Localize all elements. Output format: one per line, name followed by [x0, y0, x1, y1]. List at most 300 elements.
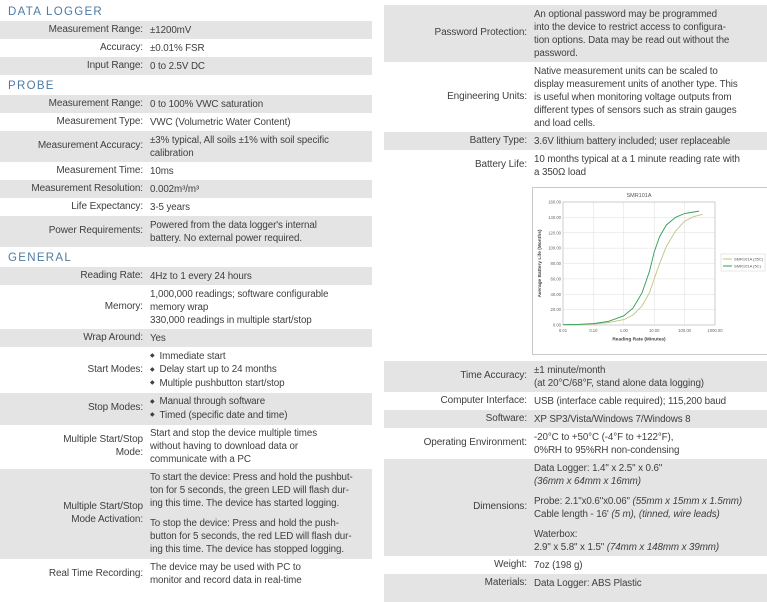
bullet-icon: ◆ [150, 353, 155, 359]
value-line [150, 377, 372, 391]
value-text: different types of sensors such as strain gauges [534, 104, 737, 116]
value-line [534, 528, 767, 541]
spec-label-line: Operating Environment: [423, 437, 527, 449]
spec-label-line: Measurement Resolution: [31, 182, 143, 194]
spec-label-line: Real Time Recording: [48, 567, 143, 579]
value-text: Waterbox: [534, 528, 578, 540]
value-line [534, 78, 767, 91]
spec-row [0, 162, 372, 180]
value-text: USB (interface cable required); 115,200 baud [534, 395, 727, 407]
spec-row [384, 574, 767, 602]
spec-label-line: Measurement Range: [48, 97, 143, 109]
spec-value [527, 577, 767, 590]
spec-label-line: Software: [485, 412, 527, 424]
spec-value [527, 8, 767, 60]
value-text: XP SP3/Vista/Windows 7/Windows 8 [534, 413, 691, 425]
value-paragraph [150, 517, 372, 556]
spec-label-line: Time Accuracy: [460, 370, 527, 382]
spec-label-line: Input Range: [86, 59, 143, 71]
value-text: monitor and record data in real-time [150, 575, 302, 586]
spec-label [384, 431, 527, 457]
value-line [534, 135, 767, 148]
value-text: 10ms [150, 165, 174, 177]
spec-value [527, 364, 767, 390]
bullet-icon: ◆ [150, 380, 155, 386]
value-text: To stop the device: Press and hold the push- [150, 518, 339, 529]
value-text: An optional password may be programmed [534, 8, 717, 20]
value-line [150, 440, 372, 453]
value-paragraph [534, 413, 767, 426]
value-line [150, 116, 372, 129]
value-paragraph [534, 65, 767, 130]
value-line [534, 577, 767, 590]
spec-row [384, 132, 767, 150]
spec-row [0, 39, 372, 57]
value-text: and load cells. [534, 117, 596, 129]
value-paragraph [534, 462, 767, 488]
spec-label [384, 8, 527, 60]
value-line [150, 395, 372, 409]
bullet-icon: ◆ [150, 366, 155, 373]
battery-life-chart [532, 187, 767, 355]
value-paragraph [150, 288, 372, 327]
spec-label [0, 288, 143, 327]
spec-row [384, 392, 767, 410]
bullet-icon: ◆ [150, 412, 155, 418]
y-tick-label: 0.00 [552, 322, 561, 328]
spec-value [527, 462, 767, 554]
value-text: Start and stop the device multiple times [150, 428, 317, 439]
value-line [150, 134, 372, 147]
spec-row [0, 267, 372, 285]
value-text: ±1 minute/month [534, 364, 606, 376]
value-line [150, 60, 372, 73]
spec-row [0, 216, 372, 247]
value-line [150, 574, 372, 587]
spec-row [0, 113, 372, 131]
value-text: 3.6V lithium battery included; user replaceable [534, 135, 731, 147]
x-tick-label: 100.00 [678, 328, 692, 333]
spec-value [143, 183, 372, 196]
value-paragraph [150, 561, 372, 587]
value-text: Multiple pushbutton start/stop [159, 377, 285, 389]
bullet-icon: ◆ [150, 398, 155, 405]
value-text: ±3% typical, All soils ±1% with soil specific [150, 134, 329, 146]
y-tick-label: 140.00 [548, 214, 561, 220]
value-line [534, 117, 767, 130]
value-line [150, 24, 372, 37]
value-text: (5 m), (tinned, wire leads) [611, 508, 720, 520]
x-tick-label: 0.10 [589, 328, 598, 333]
value-paragraph [534, 431, 767, 457]
spec-row [0, 329, 372, 347]
spec-row [0, 393, 372, 425]
spec-row [0, 57, 372, 75]
y-tick-label: 120.00 [548, 230, 561, 236]
spec-value [143, 561, 372, 587]
spec-value [527, 413, 767, 426]
value-text: Data Logger: ABS Plastic [534, 577, 642, 589]
value-line [150, 98, 372, 111]
value-line [150, 427, 372, 440]
value-text: a 350Ω load [534, 166, 586, 178]
spec-value [143, 471, 372, 556]
value-paragraph [150, 24, 372, 37]
value-text: Native measurement units can be scaled to [534, 65, 718, 77]
value-paragraph [150, 270, 372, 283]
value-text: communicate with a PC [150, 454, 251, 465]
section-header-general: GENERAL [8, 252, 73, 264]
value-paragraph [150, 395, 372, 422]
spec-value [143, 395, 372, 422]
spec-label-line: Measurement Time: [56, 164, 143, 176]
spec-value [143, 427, 372, 466]
spec-row [384, 556, 767, 574]
value-paragraph [534, 8, 767, 60]
value-line [150, 301, 372, 314]
value-paragraph [534, 528, 767, 554]
spec-value [527, 431, 767, 457]
spec-label-line: Dimensions: [473, 501, 527, 513]
value-text: ±1200mV [150, 24, 192, 36]
spec-row [0, 131, 372, 162]
value-text: Data Logger: 1.4" x 2.5" x 0.6" [534, 462, 663, 474]
spec-row [0, 425, 372, 469]
value-line [150, 350, 372, 364]
value-text: Yes [150, 332, 166, 344]
left-column [0, 0, 372, 590]
spec-row [384, 361, 767, 392]
value-line [150, 270, 372, 283]
y-tick-label: 80.00 [550, 261, 561, 267]
value-line [534, 21, 767, 34]
spec-value [143, 201, 372, 214]
value-line [150, 530, 372, 543]
x-tick-label: 1000.00 [707, 328, 723, 333]
value-line [150, 471, 372, 484]
spec-label [0, 561, 143, 587]
spec-label [0, 332, 143, 345]
value-paragraph [150, 98, 372, 111]
spec-value [143, 98, 372, 111]
value-line [150, 409, 372, 423]
value-text: (74mm x 148mm x 39mm) [606, 541, 720, 553]
value-text: To start the device: Press and hold the pushbut- [150, 472, 353, 483]
spec-row [384, 62, 767, 132]
value-line [534, 475, 767, 488]
legend-entry: SMR101A (25C) [734, 256, 764, 262]
spec-label [0, 98, 143, 111]
value-line [150, 165, 372, 178]
spec-label-line: Life Expectancy: [71, 200, 143, 212]
value-paragraph [534, 153, 767, 179]
value-paragraph [534, 577, 767, 590]
x-tick-label: 0.01 [558, 328, 568, 333]
spec-row [384, 410, 767, 428]
spec-label-line: Memory: [104, 300, 143, 312]
value-paragraph [534, 495, 767, 521]
value-line [534, 495, 767, 508]
chart-svg [533, 188, 767, 354]
spec-label [0, 270, 143, 283]
value-text: ing this time. The device has stopped logging. [150, 544, 345, 555]
value-line [534, 166, 767, 179]
spec-label-line: Measurement Type: [56, 115, 143, 127]
spec-label-line: Stop Modes: [87, 402, 143, 414]
value-text: (36mm x 64mm x 16mm) [534, 475, 641, 487]
spec-label-line: Start Modes: [87, 363, 143, 375]
spec-label [0, 134, 143, 160]
value-line [534, 559, 767, 572]
spec-value [143, 165, 372, 178]
section-header-probe: PROBE [8, 80, 55, 92]
value-paragraph [150, 134, 372, 160]
spec-label [384, 395, 527, 408]
spec-label-line: Battery Life: [474, 159, 527, 171]
value-line [150, 42, 372, 55]
value-text: VWC (Volumetric Water Content) [150, 116, 291, 128]
value-line [534, 65, 767, 78]
value-line [150, 517, 372, 530]
spec-label [384, 462, 527, 554]
value-line [534, 153, 767, 166]
spec-label-line: Accuracy: [99, 41, 143, 53]
spec-label-line: Mode: [115, 446, 143, 458]
value-text: Powered from the data logger's internal [150, 219, 317, 231]
x-tick-label: 10.00 [648, 328, 660, 333]
spec-label [0, 183, 143, 196]
value-line [150, 288, 372, 301]
value-paragraph [150, 42, 372, 55]
value-text: battery. No external power required. [150, 232, 302, 244]
value-line [150, 363, 372, 377]
x-tick-label: 1.00 [619, 328, 628, 333]
spec-row [0, 347, 372, 393]
value-paragraph [150, 165, 372, 178]
spec-label [384, 413, 527, 426]
spec-label [0, 165, 143, 178]
value-paragraph [150, 350, 372, 391]
value-text: memory wrap [150, 301, 209, 313]
value-text: 2.9" x 5.8" x 1.5" [534, 541, 607, 553]
spec-label [0, 201, 143, 214]
value-line [150, 484, 372, 497]
value-text: password. [534, 47, 578, 59]
value-paragraph [150, 471, 372, 510]
value-text: 3-5 years [150, 201, 190, 213]
value-paragraph [534, 135, 767, 148]
value-line [534, 91, 767, 104]
spec-label [0, 24, 143, 37]
spec-value [143, 332, 372, 345]
value-line [534, 444, 767, 457]
value-line [534, 431, 767, 444]
spec-row [0, 21, 372, 39]
spec-value [527, 153, 767, 179]
value-text: Probe: 2.1"x0.6"x0.06" [534, 495, 633, 507]
spec-label-line: Computer Interface: [440, 394, 527, 406]
spec-row [384, 5, 767, 62]
spec-label-line: Mode Activation: [71, 513, 143, 525]
value-text: (at 20°C/68°F, stand alone data logging) [534, 377, 704, 389]
spec-label [384, 577, 527, 590]
value-line [534, 508, 767, 521]
value-text: Delay start up to 24 months [159, 364, 277, 375]
spec-value [143, 42, 372, 55]
right-column [384, 0, 767, 602]
spec-value [527, 65, 767, 130]
value-line [534, 104, 767, 117]
value-paragraph [150, 183, 372, 196]
value-line [150, 232, 372, 245]
value-line [534, 8, 767, 21]
y-tick-label: 60.00 [550, 276, 561, 282]
spec-label-line: Multiple Start/Stop [63, 434, 143, 445]
y-tick-label: 160.00 [548, 199, 561, 205]
spec-row [0, 180, 372, 198]
spec-label-line: Materials: [484, 576, 527, 588]
value-text: 4Hz to 1 every 24 hours [150, 270, 252, 282]
value-text: without having to download data or [150, 441, 299, 452]
spec-label [0, 350, 143, 391]
spec-label [384, 364, 527, 390]
spec-value [527, 559, 767, 572]
value-line [534, 377, 767, 390]
value-text: 0.002m³/m³ [150, 183, 200, 195]
spec-value [143, 288, 372, 327]
value-text: Immediate start [159, 350, 226, 362]
value-paragraph [534, 559, 767, 572]
value-line [534, 413, 767, 426]
value-line [534, 47, 767, 60]
y-axis-label: Average Battery Life (Months) [538, 229, 543, 298]
spec-label [384, 559, 527, 572]
spec-label [384, 135, 527, 148]
spec-label-line: Multiple Start/Stop [63, 501, 143, 512]
value-line [150, 453, 372, 466]
spec-value [527, 135, 767, 148]
value-paragraph [150, 116, 372, 129]
value-paragraph [150, 60, 372, 73]
value-line [150, 183, 372, 196]
spec-row [0, 559, 372, 590]
value-text: Cable length - 16' [534, 508, 612, 520]
value-line [150, 147, 372, 160]
spec-label [384, 153, 527, 179]
value-line [534, 364, 767, 377]
spec-value [143, 350, 372, 391]
value-line [534, 462, 767, 475]
spec-label-line: Weight: [493, 558, 527, 570]
spec-label-line: Wrap Around: [83, 331, 143, 343]
spec-label [0, 395, 143, 422]
value-line [534, 34, 767, 47]
spec-label-line: Reading Rate: [80, 269, 143, 281]
spec-label-line: Measurement Range: [48, 23, 143, 35]
value-text: tion options. Data may be read out without the [534, 34, 730, 46]
value-line [534, 395, 767, 408]
value-text: Timed (specific date and time) [159, 409, 288, 421]
value-paragraph [150, 201, 372, 214]
value-text: display measurement units of another type. This [534, 78, 738, 90]
spec-row [384, 459, 767, 556]
spec-label [384, 65, 527, 130]
y-tick-label: 20.00 [550, 307, 561, 313]
spec-label [0, 42, 143, 55]
value-line [534, 541, 767, 554]
spec-value [143, 219, 372, 245]
spec-row [384, 150, 767, 181]
value-text: Manual through software [159, 396, 266, 407]
spec-value [143, 270, 372, 283]
spec-label-line: Measurement Accuracy: [37, 140, 143, 152]
spec-row [0, 95, 372, 113]
value-line [150, 561, 372, 574]
value-text: 0 to 2.5V DC [150, 60, 205, 72]
spec-row [0, 285, 372, 329]
value-paragraph [150, 219, 372, 245]
spec-value [143, 60, 372, 73]
value-text: 7oz (198 g) [534, 559, 583, 571]
chart-title: SMR101A [626, 193, 652, 199]
value-text: button for 5 seconds, the red LED will flash dur- [150, 531, 352, 542]
value-text: 1,000,000 readings; software configurable [150, 288, 329, 300]
value-paragraph [534, 364, 767, 390]
value-text: calibration [150, 147, 194, 159]
legend-entry: SMR101A (5C) [734, 263, 761, 269]
spec-label-line: Power Requirements: [48, 225, 143, 237]
spec-value [143, 134, 372, 160]
spec-label [0, 116, 143, 129]
value-paragraph [534, 395, 767, 408]
spec-label-line: Battery Type: [469, 134, 527, 146]
value-line [150, 332, 372, 345]
value-text: 0%RH to 95%RH non-condensing [534, 444, 680, 456]
spec-label-line: Password Protection: [434, 27, 527, 39]
spec-label-line: Engineering Units: [447, 90, 527, 102]
value-text: 10 months typical at a 1 minute reading rate with [534, 153, 740, 165]
spec-label [0, 219, 143, 245]
spec-row [0, 198, 372, 216]
value-paragraph [150, 427, 372, 466]
value-text: (55mm x 15mm x 1.5mm) [632, 495, 743, 507]
spec-label [0, 471, 143, 556]
spec-value [143, 24, 372, 37]
value-text: 0 to 100% VWC saturation [150, 98, 264, 110]
y-tick-label: 100.00 [548, 245, 561, 251]
spec-value [143, 116, 372, 129]
value-line [150, 314, 372, 327]
value-text: is useful when monitoring voltage outputs from [534, 91, 732, 103]
spec-label [0, 60, 143, 73]
value-text: The device may be used with PC to [150, 562, 301, 573]
value-line [150, 497, 372, 510]
spec-value [527, 395, 767, 408]
section-header-data-logger: DATA LOGGER [8, 6, 104, 18]
value-text: ton for 5 seconds, the green LED will flash dur- [150, 485, 349, 496]
spec-label [0, 427, 143, 466]
spec-row [0, 469, 372, 559]
value-paragraph [150, 332, 372, 345]
value-line [150, 201, 372, 214]
x-axis-label: Reading Rate (Minutes) [612, 337, 666, 343]
value-text: -20°C to +50°C (-4°F to +122°F), [534, 431, 674, 443]
value-text: ing this time. The device has started logging. [150, 498, 340, 509]
value-text: 330,000 readings in multiple start/stop [150, 314, 312, 326]
value-text: ±0.01% FSR [150, 42, 205, 54]
value-text: into the device to restrict access to configura- [534, 21, 726, 33]
value-line [150, 219, 372, 232]
